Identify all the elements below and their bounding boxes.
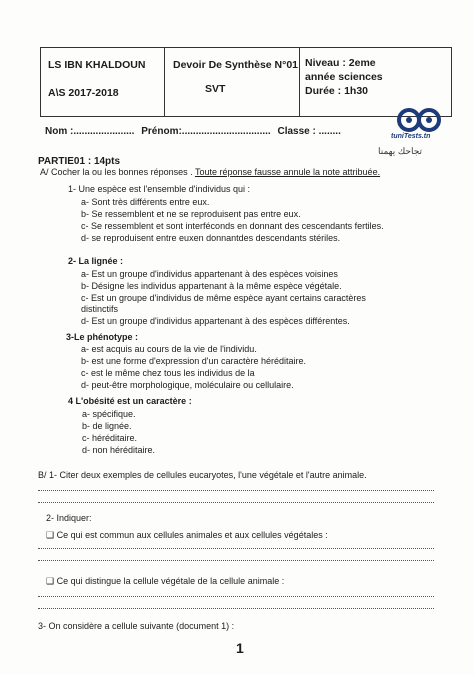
- page-number: 1: [236, 640, 244, 656]
- q2-label: 2- La lignée :: [68, 256, 124, 266]
- logo-arabic-slogan: تجاحك يهمنا: [378, 146, 423, 156]
- q2-option-c[interactable]: c- Est un groupe d'individus de même espèce ayant certains caractères: [81, 293, 366, 303]
- header-school-cell: [41, 48, 165, 116]
- q4-option-b[interactable]: b- de lignée.: [82, 421, 132, 431]
- q1-option-b[interactable]: b- Se ressemblent et ne se reproduisent pas entre eux.: [81, 209, 301, 219]
- level-line1: Niveau : 2eme: [305, 57, 376, 69]
- partB-q3: 3- On considère a cellule suivante (document 1) :: [38, 621, 235, 631]
- name-field[interactable]: Nom :......................: [45, 126, 135, 137]
- part1-instruction: [40, 167, 380, 178]
- level-line2: année sciences: [305, 71, 383, 83]
- answer-line[interactable]: [38, 490, 434, 491]
- q1-option-c[interactable]: c- Se ressemblent et sont interféconds en donnant des cescendants fertiles.: [81, 221, 384, 231]
- q1-option-a[interactable]: a- Sont très différents entre eux.: [81, 197, 210, 207]
- answer-line[interactable]: [38, 560, 434, 561]
- tunitests-logo-icon: [395, 106, 443, 134]
- q1-label: 1- Une espèce est l'ensemble d'individus qui :: [68, 184, 251, 194]
- answer-line[interactable]: [38, 548, 434, 549]
- q3-label: 3-Le phénotype :: [66, 332, 139, 342]
- answer-line[interactable]: [38, 608, 434, 609]
- q4-label: 4 L'obésité est un caractère :: [68, 396, 192, 406]
- q1-option-d[interactable]: d- se reproduisent entre euxen donnantdes descendants stériles.: [81, 233, 341, 243]
- q3-option-c[interactable]: c- est le même chez tous les individus de la: [81, 368, 255, 378]
- school-year: A\S 2017-2018: [48, 87, 119, 99]
- header-table: [40, 47, 452, 117]
- q4-option-d[interactable]: d- non héréditaire.: [82, 445, 156, 455]
- exam-subject: SVT: [205, 83, 226, 95]
- partB-q2a: ❑ Ce qui est commun aux cellules animales et aux cellules végétales :: [46, 530, 328, 540]
- q3-option-b[interactable]: b- est une forme d'expression d'un caractère héréditaire.: [81, 356, 307, 366]
- part1-title: PARTIE01 : 14pts: [38, 156, 121, 167]
- header-exam-cell: [165, 48, 300, 116]
- partB-q2: 2- Indiquer:: [46, 513, 92, 523]
- exam-title: Devoir De Synthèse N°01: [173, 59, 299, 71]
- instruction-warning: Toute réponse fausse annule la note attribuée.: [194, 167, 381, 177]
- school-name: LS IBN KHALDOUN: [48, 59, 146, 71]
- firstname-field[interactable]: Prénom:................................: [141, 126, 271, 137]
- answer-line[interactable]: [38, 502, 434, 503]
- q4-option-c[interactable]: c- héréditaire.: [82, 433, 138, 443]
- q2-option-b[interactable]: b- Désigne les individus appartenant à la même espèce végétale.: [81, 281, 342, 291]
- q2-option-c-cont: distinctifs: [81, 304, 119, 314]
- q2-option-d[interactable]: d- Est un groupe d'individus appartenant à des espèces différentes.: [81, 316, 350, 326]
- q3-option-a[interactable]: a- est acquis au cours de la vie de l'individu.: [81, 344, 257, 354]
- instruction-text: A/ Cocher la ou les bonnes réponses .: [40, 167, 193, 177]
- logo-site-name: tuniTests.tn: [391, 133, 431, 140]
- q2-option-a[interactable]: a- Est un groupe d'individus appartenant à des espèces voisines: [81, 269, 338, 279]
- exam-duration: Durée : 1h30: [305, 85, 369, 97]
- partB-q2b: ❑ Ce qui distingue la cellule végétale de la cellule animale :: [46, 576, 285, 586]
- student-info-row: [45, 126, 345, 137]
- class-field[interactable]: Classe : ........: [277, 126, 341, 137]
- partB-q1: B/ 1- Citer deux exemples de cellules eucaryotes, l'une végétale et l'autre animale.: [38, 470, 367, 480]
- q3-option-d[interactable]: d- peut-être morphologique, moléculaire ou cellulaire.: [81, 380, 294, 390]
- q4-option-a[interactable]: a- spécifique.: [82, 409, 136, 419]
- answer-line[interactable]: [38, 596, 434, 597]
